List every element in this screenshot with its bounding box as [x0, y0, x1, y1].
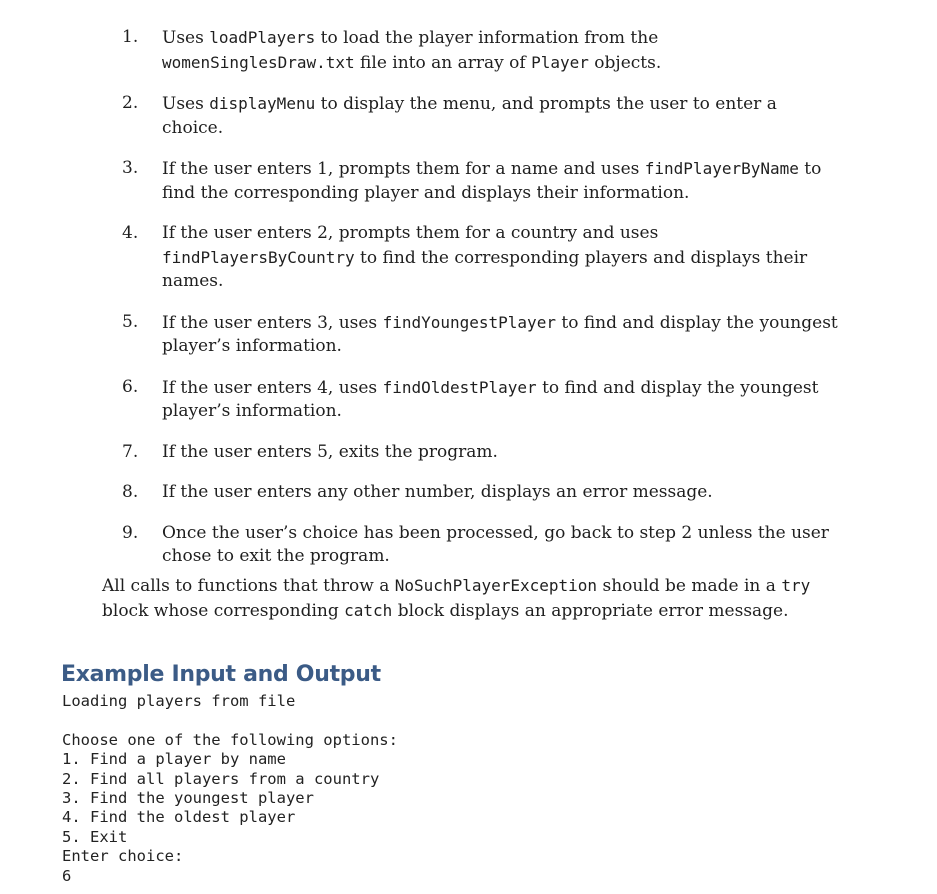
- inline-code: womenSinglesDraw.txt: [162, 52, 355, 72]
- text-run: If the user enters 4, uses: [162, 377, 383, 398]
- console-line: 5. Exit: [62, 827, 128, 846]
- step-number: 6.: [122, 376, 139, 397]
- step-text: [162, 482, 713, 502]
- console-line: [62, 711, 398, 730]
- step-item: [112, 522, 842, 569]
- inline-code: displayMenu: [209, 94, 316, 113]
- text-run: should be made in a: [597, 576, 782, 596]
- inline-code: findYoungestPlayer: [382, 312, 556, 332]
- step-text: [162, 523, 829, 567]
- text-run: Once the user’s choice has been processed, go back to step 2 unless the user chose to exit the program.: [162, 522, 829, 566]
- text-run: Uses: [162, 94, 210, 114]
- inline-code: Player: [531, 52, 589, 72]
- step-text: [162, 313, 838, 357]
- console-line: Enter choice:: [62, 847, 184, 866]
- step-number: 1.: [122, 27, 139, 47]
- text-run: to find and display the youngest player’s information.: [162, 312, 838, 356]
- inline-code: try: [781, 576, 811, 595]
- step-item: [112, 222, 842, 294]
- step-number: 4.: [122, 223, 139, 243]
- step-item: [112, 311, 842, 359]
- text-run: to load the player information from the: [315, 28, 659, 48]
- console-line: Loading players from file: [62, 692, 296, 710]
- text-run: Uses: [162, 28, 210, 48]
- step-text: [162, 28, 661, 73]
- exception-note: [102, 574, 842, 623]
- console-line: 4. Find the oldest player: [62, 808, 296, 827]
- text-run: If the user enters any other number, displays an error message.: [162, 482, 713, 502]
- inline-code: findPlayerByName: [644, 159, 799, 178]
- step-number: 7.: [122, 441, 139, 462]
- inline-code: loadPlayers: [209, 28, 316, 47]
- console-line: Choose one of the following options:: [62, 730, 398, 749]
- console-line: 2. Find all players from a country: [62, 769, 380, 788]
- console-line: 1. Find a player by name: [62, 750, 286, 769]
- text-run: block whose corresponding: [102, 600, 345, 621]
- step-item: [112, 441, 842, 465]
- step-item: [112, 92, 842, 140]
- text-run: to find and display the youngest player’s information.: [162, 377, 819, 421]
- text-run: If the user enters 3, uses: [162, 312, 383, 333]
- step-number: 2.: [122, 93, 139, 113]
- step-number: 8.: [122, 482, 139, 502]
- text-run: file into an array of: [354, 52, 532, 73]
- text-run: to find the corresponding players and displays their names.: [162, 247, 808, 291]
- inline-code: findPlayersByCountry: [162, 247, 355, 267]
- inline-code: catch: [344, 600, 393, 620]
- text-run: If the user enters 2, prompts them for a country and uses: [162, 223, 659, 243]
- step-text: [162, 159, 821, 203]
- step-number: 9.: [122, 522, 139, 543]
- text-run: All calls to functions that throw a: [102, 576, 395, 596]
- console-line: 3. Find the youngest player: [62, 789, 314, 808]
- steps-list: [112, 26, 842, 586]
- text-run: to display the menu, and prompts the user to enter a choice.: [162, 94, 777, 138]
- text-run: objects.: [588, 52, 662, 73]
- step-number: 5.: [122, 311, 139, 332]
- section-heading: Example Input and Output: [61, 662, 381, 687]
- step-text: [162, 378, 819, 422]
- text-run: to find the corresponding player and displays their information.: [162, 159, 822, 203]
- inline-code: NoSuchPlayerException: [394, 576, 598, 595]
- inline-code: findOldestPlayer: [382, 377, 537, 397]
- step-item: [112, 157, 842, 205]
- console-output: [62, 692, 398, 886]
- step-text: [162, 442, 498, 462]
- step-text: [162, 223, 807, 291]
- text-run: If the user enters 5, exits the program.: [162, 441, 498, 462]
- step-item: [112, 481, 842, 505]
- text-run: If the user enters 1, prompts them for a name and uses: [162, 159, 645, 179]
- step-text: [162, 94, 777, 138]
- step-item: [112, 376, 842, 424]
- step-item: [112, 26, 842, 75]
- step-number: 3.: [122, 158, 139, 178]
- console-line: 6: [62, 866, 72, 885]
- text-run: block displays an appropriate error message.: [392, 600, 789, 621]
